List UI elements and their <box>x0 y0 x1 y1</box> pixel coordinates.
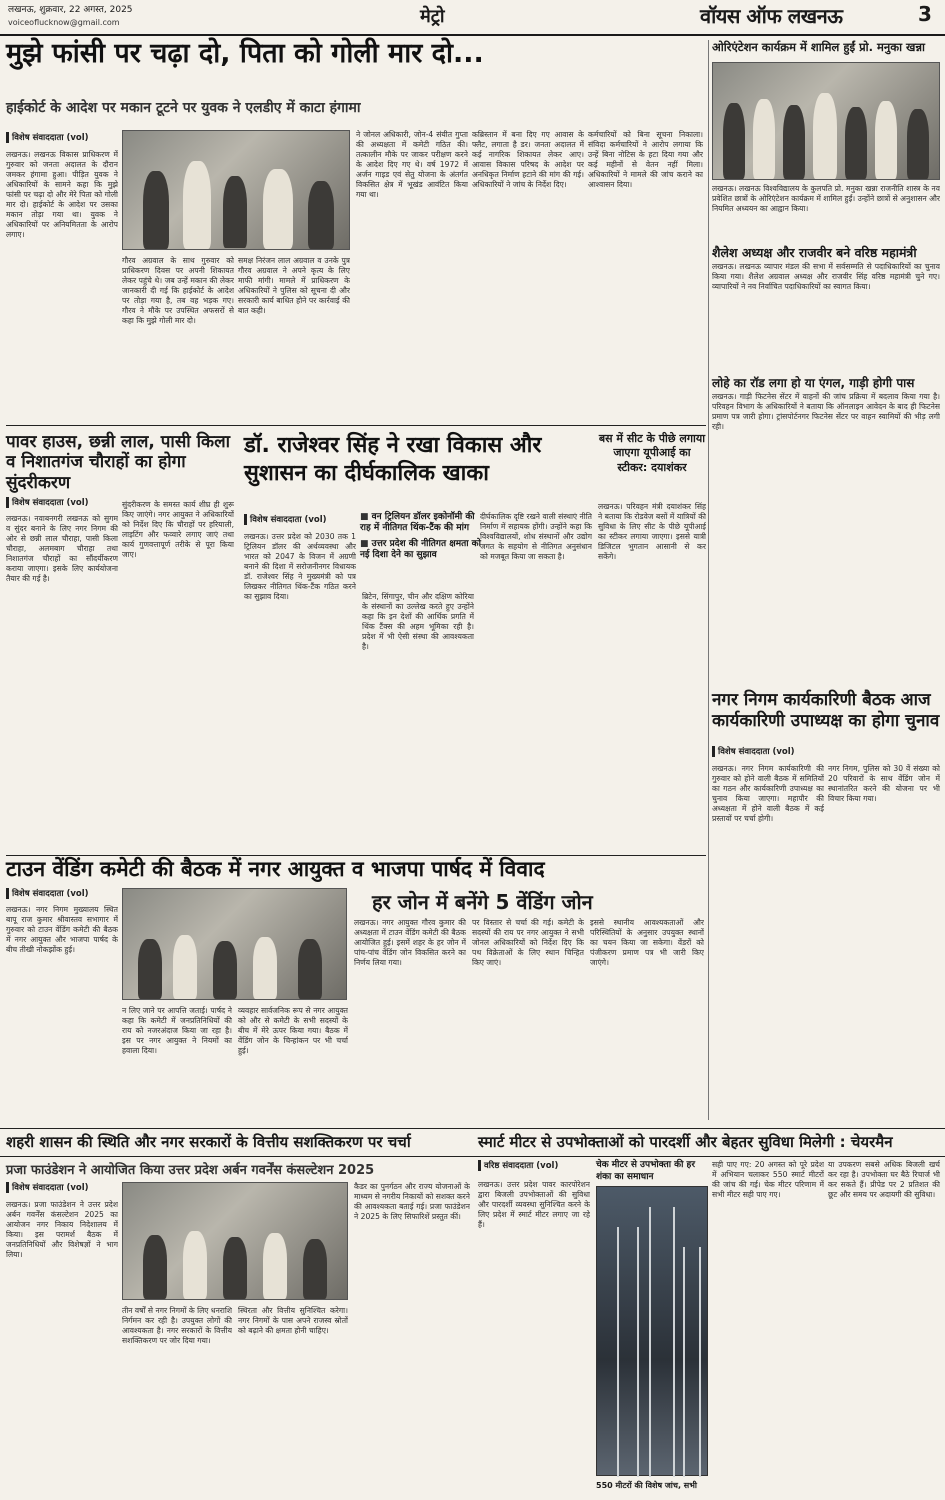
lead-col-3: समक्ष निरंजन लाल अग्रवाल व उनके पुत्र गौरव अग्रवाल ने अपने कृत्य के लिए माफी मांगी। मामले में प्राधिकरण के अधिकारियों ने पुलिस को सूचना दी और सरकारी कार्य बाधित होने पर कार्रवाई की बात कही। <box>238 256 350 316</box>
power-col-2: सुंदरीकरण के समस्त कार्य शीघ्र ही शुरू किए जाएंगे। नगर आयुक्त ने अधिकारियों को निर्देश दिए कि चौराहों पर हरियाली, लाइटिंग और फव्वारे लगाए जाएं तथा कार्य गुणवत्तापूर्ण तरीके से पूरा किया जाए। <box>122 500 234 560</box>
masthead <box>0 0 945 36</box>
section-name: मेट्रो <box>420 6 445 27</box>
lead-byline: विशेष संवाददाता (vol) <box>6 132 116 143</box>
nagarnigam-text: लखनऊ। नगर निगम कार्यकारिणी की गुरुवार को होने वाली बैठक में समितियों का गठन और कार्यकारिणी उपाध्यक्ष का चुनाव किया जाएगा। महापौर की अध्यक्षता में होने वाली बैठक में कई प्रस्तावों पर चर्चा होगी। <box>712 764 824 824</box>
smartmeter-headline: स्मार्ट मीटर से उपभोक्ताओं को पारदर्शी और बेहतर सुविधा मिलेगी : चेयरमैन <box>478 1133 893 1151</box>
divider <box>0 1156 945 1157</box>
governance-subhead: प्रजा फाउंडेशन ने आयोजित किया उत्तर प्रदेश अर्बन गवर्नेंस कंसल्टेशन 2025 <box>6 1163 375 1178</box>
smartmeter-col-2: सही पाए गए: 20 अगस्त को पूरे प्रदेश में अभियान चलाकर 550 स्मार्ट मीटरों की जांच की गई। चेक मीटर परिणाम में सभी मीटर सही पाए गए। <box>712 1160 824 1200</box>
vending-byline: विशेष संवाददाता (vol) <box>6 888 116 899</box>
mahamantri-headline: शैलेश अध्यक्ष और राजवीर बने वरिष्ठ महामंत्री <box>712 245 917 260</box>
lead-subhead: हाईकोर्ट के आदेश पर मकान टूटने पर युवक ने एलडीए में काटा हंगामा <box>6 100 361 116</box>
orientation-headline: ओरिएंटेशन कार्यक्रम में शामिल हुईं प्रो. मनुका खन्ना <box>712 40 925 54</box>
vending-col-7: नगर निगम, पुलिस को 30 वें संख्या को 20 परिवारों के साथ वेंडिंग जोन में स्थानांतरित करने की योजना पर भी विचार किया गया। <box>828 764 940 804</box>
lead-photo <box>122 130 350 250</box>
governance-photo <box>122 1182 348 1300</box>
lead-col-4: ने जोनल अधिकारी, जोन-4 संयीत गुप्ता की अध्यक्षता में कमेटी गठित की। तत्कालीन मौके पर जाकर परीक्षण करने के आदेश दिए गए थे। वर्ष 1972 में अर्जन गाइड एवं सेतु योजना के अंतर्गत विकसित क्षेत्र में भूखंड आवंटित किया गया था। <box>356 130 468 200</box>
rajeshwar-byline: विशेष संवाददाता (vol) <box>244 514 354 525</box>
vending-photo <box>122 888 347 1000</box>
smartmeter-col-1: लखनऊ। उत्तर प्रदेश पावर कारपोरेशन द्वारा बिजली उपभोक्ताओं की सुविधा और पारदर्शी व्यवस्था सुनिश्चित करने के लिए प्रदेश में स्मार्ट मीटर लगाए जा रहे हैं। <box>478 1180 590 1230</box>
rajeshwar-col-2: ब्रिटेन, सिंगापुर, चीन और दक्षिण कोरिया के संस्थानों का उल्लेख करते हुए उन्होंने कहा कि इन देशों की आर्थिक प्रगति में थिंक टैंक्स की अहम भूमिका रही है। प्रदेश में भी ऐसी संस्था की आवश्यकता है। <box>362 592 474 652</box>
power-byline: विशेष संवाददाता (vol) <box>6 497 116 508</box>
nagarnigam-byline: विशेष संवाददाता (vol) <box>712 746 832 757</box>
smartmeter-byline: वरिष्ठ संवाददाता (vol) <box>478 1160 598 1171</box>
vending-col-2: न लिए जाने पर आपत्ति जताई। पार्षद ने कहा कि कमेटी में जनप्रतिनिधियों की राय को नजरअंदाज किया जा रहा है। इस पर नगर आयुक्त ने नियमों का हवाला दिया। <box>122 1006 232 1056</box>
rajeshwar-point-1: ■ वन ट्रिलियन डॉलर इकोनॉमी की राह में नीतिगत थिंक-टैंक की मांग <box>360 512 484 535</box>
lead-col-2: गौरव अग्रवाल के साथ गुरुवार को प्राधिकरण दिवस पर अपनी शिकायत लेकर पहुंचे थे। जब उन्हें मकान की लेकर जानकारी दी गई कि हाईकोर्ट के आदेश पर तोड़ा गया है, तब वह भड़क गए। गौरव ने मौके पर उपस्थित अफसरों से कहा कि मुझे गोली मार दो। <box>122 256 234 326</box>
mahamantri-text: लखनऊ। लखनऊ व्यापार मंडल की सभा में सर्वसम्मति से पदाधिकारियों का चुनाव किया गया। शैलेश अग्रवाल अध्यक्ष और राजवीर सिंह वरिष्ठ महामंत्री चुने गए। व्यापारियों ने नव निर्वाचित पदाधिकारियों का स्वागत किया। <box>712 262 940 292</box>
divider <box>0 1128 945 1129</box>
orientation-text: लखनऊ। लखनऊ विश्वविद्यालय के कुलपति प्रो. मनुका खन्ना राजनीति शास्त्र के नव प्रवेशित छात्रों के ओरिएंटेशन कार्यक्रम में शामिल हुईं। उन्होंने छात्रों से अनुशासन और नियमित अध्ययन का आह्वान किया। <box>712 184 940 214</box>
smartmeter-photo <box>596 1186 708 1476</box>
vending-col-3: व्यवहार सार्वजनिक रूप से नगर आयुक्त को और से कमेटी के सभी सदस्यों के बीच में मेरे ऊपर किया गया। बैठक में वेंडिंग जोन के चिन्हांकन पर भी चर्चा हुई। <box>238 1006 348 1056</box>
governance-col-2: तीन वर्षों से नगर निगमों के लिए धनराशि निर्गमन कर रही है। उपयुक्त लोगों की आवश्यकता है। नगर सरकारों के वित्तीय सशक्तिकरण पर जोर दिया गया। <box>122 1306 232 1346</box>
lead-headline: मुझे फांसी पर चढ़ा दो, पिता को गोली मार दो... <box>6 38 484 69</box>
divider <box>6 425 706 426</box>
lead-col-1: लखनऊ। लखनऊ विकास प्राधिकरण में गुरुवार को जनता अदालत के दौरान जमकर हंगामा हुआ। पीड़ित युवक ने अधिकारियों के सामने कहा कि मुझे फांसी पर चढ़ा दो और मेरे पिता को गोली मार दो। हाईकोर्ट के आदेश पर उसका मकान तोड़ा गया था। युवक ने अधिकारियों पर अनियमितता के आरोप लगाए। <box>6 150 118 240</box>
sticker-headline: बस में सीट के पीछे लगाया जाएगा यूपीआई का स्टीकर: दयाशंकर <box>598 432 706 474</box>
rajeshwar-point-2: ■ उत्तर प्रदेश की नीतिगत क्षमता को नई दिशा देने का सुझाव <box>360 539 484 562</box>
vending-col-4: लखनऊ। नगर आयुक्त गौरव कुमार की अध्यक्षता में टाउन वेंडिंग कमेटी की बैठक आयोजित हुई। इसमें शहर के हर जोन में पांच-पांच वेंडिंग जोन विकसित करने का निर्णय लिया गया। <box>354 918 466 968</box>
vending-col-6: इससे स्थानीय आवश्यकताओं और परिस्थितियों के अनुसार उपयुक्त स्थानों का चयन किया जा सकेगा। वेंडरों को पंजीकरण प्रमाण पत्र भी जारी किए जाएंगे। <box>590 918 704 968</box>
governance-col-4: कैडर का पुनर्गठन और राज्य योजनाओं के माध्यम से नगरीय निकायों को सशक्त करने की आवश्यकता बताई गई। प्रजा फाउंडेशन ने 2025 के लिए सिफारिशें प्रस्तुत कीं। <box>354 1182 470 1222</box>
governance-col-1: लखनऊ। प्रजा फाउंडेशन ने उत्तर प्रदेश अर्बन गवर्नेंस कंसल्टेशन 2025 का आयोजन नगर निकाय निदेशालय में किया। इस परामर्श बैठक में जनप्रतिनिधियों और विशेषज्ञों ने भाग लिया। <box>6 1200 118 1260</box>
smartmeter-note: 550 मीटरों की विशेष जांच, सभी <box>596 1481 697 1490</box>
vending-col-1: लखनऊ। नगर निगम मुख्यालय स्थित बापू राज कुमार श्रीवास्तव सभागार में गुरुवार को टाउन वेंडिंग कमेटी की बैठक में नगर आयुक्त और भाजपा पार्षद के बीच तीखी नोकझोंक हुई। <box>6 905 118 955</box>
rajeshwar-col-1: लखनऊ। उत्तर प्रदेश को 2030 तक 1 ट्रिलियन डॉलर की अर्थव्यवस्था और भारत को 2047 के विजन में अग्रणी बनाने की दिशा में सरोजनीनगर विधायक डॉ. राजेश्वर सिंह ने मुख्यमंत्री को पत्र लिखकर नीतिगत थिंक-टैंक गठित करने का सुझाव दिया। <box>244 532 356 602</box>
sticker-text: लखनऊ। परिवहन मंत्री दयाशंकर सिंह ने बताया कि रोडवेज बसों में यात्रियों की सुविधा के लिए सीट के पीछे यूपीआई का स्टीकर लगाया जाएगा। इससे यात्री डिजिटल भुगतान आसानी से कर सकेंगे। <box>598 502 706 562</box>
newspaper-brand: वॉयस ऑफ लखनऊ <box>700 4 843 28</box>
rajeshwar-col-3: दीर्घकालिक दृष्टि रखने वाली संस्थाएं नीति निर्माण में सहायक होंगी। उन्होंने कहा कि विश्वविद्यालयों, शोध संस्थानों और उद्योग जगत के सहयोग से नीतिगत अनुसंधान को मजबूत किया जा सकता है। <box>480 512 592 562</box>
vending-subhead: हर जोन में बनेंगे 5 वेंडिंग जोन <box>372 890 593 914</box>
rod-text: लखनऊ। गाड़ी फिटनेस सेंटर में वाहनों की जांच प्रक्रिया में बदलाव किया गया है। परिवहन विभाग के अधिकारियों ने बताया कि ऑनलाइन आवेदन के बाद ही फिटनेस प्रमाण पत्र जारी होगा। ट्रांसपोर्टनगर फिटनेस सेंटर पर वाहन स्वामियों की भीड़ लगी रही। <box>712 392 940 432</box>
governance-byline: विशेष संवाददाता (vol) <box>6 1182 116 1193</box>
rajeshwar-points <box>360 512 484 561</box>
governance-col-3: स्थिरता और वित्तीय सुनिश्चित करेगा। नगर निगमों के पास अपने राजस्व स्रोतों को बढ़ाने की क्षमता होनी चाहिए। <box>238 1306 348 1336</box>
nagarnigam-headline: नगर निगम कार्यकारिणी बैठक आज कार्यकारिणी उपाध्यक्ष का होगा चुनाव <box>712 690 940 732</box>
smartmeter-col-3: या उपकरण सबसे अधिक बिजली खर्च कर रहा है। उपभोक्ता घर बैठे रिचार्ज भी कर सकते हैं। प्रीपेड पर 2 प्रतिशत की छूट और समय पर अदायगी की सुविधा। <box>828 1160 940 1200</box>
governance-headline: शहरी शासन की स्थिति और नगर सरकारों के वित्तीय सशक्तिकरण पर चर्चा <box>6 1133 411 1151</box>
power-col-1: लखनऊ। नवाबनगरी लखनऊ को सुगम व सुंदर बनाने के लिए नगर निगम की ओर से छन्नी लाल चौराहा, पासी किला चौराहा, अलमबाग चौराहा तथा निशातगंज चौराहों का सौंदर्यीकरण कराया जाएगा। इसके लिए कार्ययोजना तैयार की गई है। <box>6 514 118 584</box>
issue-date: लखनऊ, शुक्रवार, 22 अगस्त, 2025 <box>8 5 133 15</box>
power-headline: पावर हाउस, छन्नी लाल, पासी किला व निशातगंज चौराहों का होगा सुंदरीकरण <box>6 432 231 493</box>
smartmeter-caption: चेक मीटर से उपभोक्ता की हर शंका का समाधान <box>596 1160 695 1182</box>
divider <box>6 855 706 856</box>
vending-col-5: पर विस्तार से चर्चा की गई। कमेटी के सदस्यों की राय पर नगर आयुक्त ने सभी जोनल अधिकारियों को निर्देश दिए कि पथ विक्रेताओं के लिए स्थान चिन्हित किए जाएं। <box>472 918 584 968</box>
rajeshwar-headline: डॉ. राजेश्वर सिंह ने रखा विकास और सुशासन का दीर्घकालिक खाका <box>244 433 542 486</box>
lead-col-6: कर्मचारियों को बिना सूचना निकाला। संविदा कर्मचारियों ने आरोप लगाया कि उन्हें बिना नोटिस के हटा दिया गया और कई महीनों से वेतन नहीं मिला। अधिकारियों ने मामले की जांच कराने का आश्वासन दिया। <box>588 130 703 190</box>
column-divider <box>708 40 709 1120</box>
contact-email[interactable]: voiceoflucknow@gmail.com <box>8 18 120 27</box>
page-number: 3 <box>918 2 932 26</box>
lead-col-5: कब्रिस्तान में बना दिए गए आवास के फ्लैट, लगाता है डर। जनता अदालत में कई नागरिक शिकायत लेकर आए। आवास विकास परिषद के आदेश पर अनधिकृत निर्माण हटाने की मांग की गई। अधिकारियों ने जांच के निर्देश दिए। <box>472 130 584 190</box>
orientation-photo <box>712 62 940 180</box>
vending-headline: टाउन वेंडिंग कमेटी की बैठक में नगर आयुक्त व भाजपा पार्षद में विवाद <box>6 857 545 881</box>
rod-headline: लोहे का रॉड लगा हो या एंगल, गाड़ी होगी पास <box>712 376 915 390</box>
